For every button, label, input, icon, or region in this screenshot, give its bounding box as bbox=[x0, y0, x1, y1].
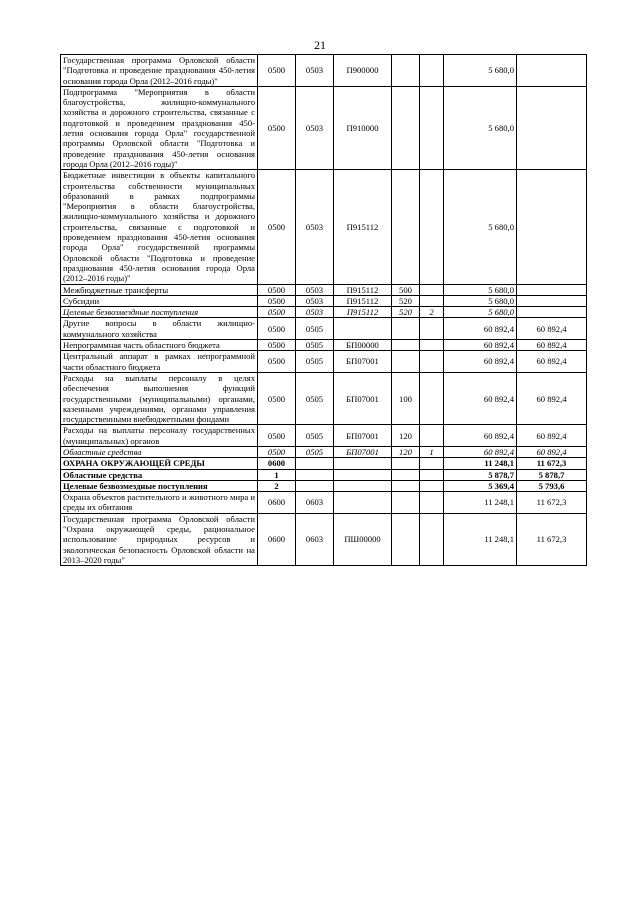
target-article-cell: БП07001 bbox=[334, 372, 392, 424]
amount-year1-cell: 5 680,0 bbox=[444, 170, 517, 284]
amount-year1-cell: 11 248,1 bbox=[444, 492, 517, 514]
amount-year2-cell: 60 892,4 bbox=[517, 372, 587, 424]
amount-year1-cell: 60 892,4 bbox=[444, 340, 517, 351]
section-code-cell: 0600 bbox=[258, 513, 296, 565]
table-row bbox=[61, 307, 587, 318]
item-name-cell: Расходы на выплаты персоналу государственных (муниципальных) органов bbox=[61, 425, 258, 447]
subsection-code-cell: 0505 bbox=[296, 340, 334, 351]
item-name-cell: Расходы на выплаты персоналу в целях обеспечения выполнения функций государственными (муниципальными) органами, казенными учреждениями, органами управления государственными внебюджетными фондами bbox=[61, 372, 258, 424]
expense-type-cell bbox=[392, 318, 420, 340]
amount-year2-cell bbox=[517, 55, 587, 87]
subsection-code-cell: 0503 bbox=[296, 170, 334, 284]
expense-type-cell: 500 bbox=[392, 284, 420, 295]
budget-table bbox=[60, 54, 587, 566]
section-code-cell: 0600 bbox=[258, 492, 296, 514]
subsection-code-cell: 0503 bbox=[296, 295, 334, 306]
table-row bbox=[61, 55, 587, 87]
amount-year2-cell: 60 892,4 bbox=[517, 351, 587, 373]
amount-year2-cell: 11 672,3 bbox=[517, 513, 587, 565]
item-name-cell: Центральный аппарат в рамках непрограммной части областного бюджета bbox=[61, 351, 258, 373]
subsection-code-cell: 0503 bbox=[296, 307, 334, 318]
item-name-cell: Подпрограмма "Мероприятия в области благоустройства, жилищно-коммунального хозяйства и дорожного строительства, связанные с подготовкой и проведением празднования 450-летия основания города Орла" государственной программы Орловской области "Подготовка и проведение празднования 450-летия основания города Орла (2012–2016 годы)" bbox=[61, 86, 258, 169]
expense-type-cell bbox=[392, 55, 420, 87]
subsection-code-cell: 0505 bbox=[296, 318, 334, 340]
subsection-code-cell: 0505 bbox=[296, 351, 334, 373]
funding-source-cell bbox=[420, 340, 444, 351]
expense-type-cell: 120 bbox=[392, 446, 420, 457]
item-name-cell: Межбюджетные трансферты bbox=[61, 284, 258, 295]
target-article-cell bbox=[334, 480, 392, 491]
subsection-code-cell bbox=[296, 458, 334, 469]
expense-type-cell bbox=[392, 492, 420, 514]
section-code-cell: 0500 bbox=[258, 425, 296, 447]
target-article-cell bbox=[334, 469, 392, 480]
section-code-cell: 0500 bbox=[258, 307, 296, 318]
table-row bbox=[61, 458, 587, 469]
target-article-cell: П910000 bbox=[334, 86, 392, 169]
subsection-code-cell: 0505 bbox=[296, 425, 334, 447]
target-article-cell: П915112 bbox=[334, 307, 392, 318]
section-code-cell: 2 bbox=[258, 480, 296, 491]
amount-year1-cell: 60 892,4 bbox=[444, 372, 517, 424]
table-row bbox=[61, 513, 587, 565]
amount-year2-cell: 60 892,4 bbox=[517, 340, 587, 351]
amount-year2-cell bbox=[517, 295, 587, 306]
funding-source-cell bbox=[420, 295, 444, 306]
funding-source-cell bbox=[420, 513, 444, 565]
target-article-cell: П915112 bbox=[334, 295, 392, 306]
table-row bbox=[61, 480, 587, 491]
funding-source-cell bbox=[420, 55, 444, 87]
section-code-cell: 0600 bbox=[258, 458, 296, 469]
amount-year2-cell bbox=[517, 170, 587, 284]
item-name-cell: Областные средства bbox=[61, 446, 258, 457]
section-code-cell: 0500 bbox=[258, 318, 296, 340]
funding-source-cell bbox=[420, 469, 444, 480]
expense-type-cell bbox=[392, 340, 420, 351]
target-article-cell bbox=[334, 318, 392, 340]
subsection-code-cell: 0603 bbox=[296, 513, 334, 565]
funding-source-cell: 1 bbox=[420, 446, 444, 457]
funding-source-cell bbox=[420, 480, 444, 491]
amount-year1-cell: 5 680,0 bbox=[444, 295, 517, 306]
amount-year1-cell: 60 892,4 bbox=[444, 425, 517, 447]
table-row bbox=[61, 86, 587, 169]
item-name-cell: Государственная программа Орловской области "Охрана окружающей среды, рациональное использование природных ресурсов и экологическая безопасность Орловской области на 2013–2020 годы" bbox=[61, 513, 258, 565]
table-row bbox=[61, 446, 587, 457]
target-article-cell bbox=[334, 492, 392, 514]
target-article-cell: БП00000 bbox=[334, 340, 392, 351]
funding-source-cell bbox=[420, 458, 444, 469]
item-name-cell: Охрана объектов растительного и животного мира и среды их обитания bbox=[61, 492, 258, 514]
table-row bbox=[61, 170, 587, 284]
amount-year2-cell: 60 892,4 bbox=[517, 425, 587, 447]
expense-type-cell bbox=[392, 86, 420, 169]
item-name-cell: Другие вопросы в области жилищно-коммунального хозяйства bbox=[61, 318, 258, 340]
amount-year2-cell: 5 793,6 bbox=[517, 480, 587, 491]
table-body bbox=[61, 55, 587, 566]
subsection-code-cell: 0505 bbox=[296, 372, 334, 424]
table-row bbox=[61, 318, 587, 340]
funding-source-cell bbox=[420, 425, 444, 447]
target-article-cell: БП07001 bbox=[334, 425, 392, 447]
section-code-cell: 0500 bbox=[258, 86, 296, 169]
amount-year1-cell: 11 248,1 bbox=[444, 513, 517, 565]
item-name-cell: Непрограммная часть областного бюджета bbox=[61, 340, 258, 351]
item-name-cell: Бюджетные инвестиции в объекты капитального строительства собственности муниципальных образований в рамках подпрограммы "Мероприятия в области благоустройства, жилищно-коммунального хозяйства и дорожного строительства, связанные с подготовкой и проведением празднования 450-летия основания города Орла" государственной программы Орловской области "Подготовка и проведение празднования 450-летия основания города Орла (2012–2016 годы)" bbox=[61, 170, 258, 284]
section-code-cell: 0500 bbox=[258, 284, 296, 295]
expense-type-cell: 520 bbox=[392, 307, 420, 318]
item-name-cell: Целевые безвозмездные поступления bbox=[61, 307, 258, 318]
amount-year2-cell bbox=[517, 86, 587, 169]
subsection-code-cell bbox=[296, 480, 334, 491]
target-article-cell: БП07001 bbox=[334, 351, 392, 373]
funding-source-cell bbox=[420, 318, 444, 340]
section-code-cell: 0500 bbox=[258, 372, 296, 424]
subsection-code-cell: 0503 bbox=[296, 55, 334, 87]
funding-source-cell bbox=[420, 170, 444, 284]
amount-year2-cell: 5 878,7 bbox=[517, 469, 587, 480]
amount-year1-cell: 5 369,4 bbox=[444, 480, 517, 491]
table-row bbox=[61, 425, 587, 447]
expense-type-cell bbox=[392, 513, 420, 565]
funding-source-cell bbox=[420, 492, 444, 514]
target-article-cell: П900000 bbox=[334, 55, 392, 87]
item-name-cell: Областные средства bbox=[61, 469, 258, 480]
section-code-cell: 0500 bbox=[258, 295, 296, 306]
section-code-cell: 0500 bbox=[258, 340, 296, 351]
amount-year2-cell: 60 892,4 bbox=[517, 446, 587, 457]
expense-type-cell bbox=[392, 170, 420, 284]
table-row bbox=[61, 295, 587, 306]
item-name-cell: Целевые безвозмездные поступления bbox=[61, 480, 258, 491]
funding-source-cell bbox=[420, 86, 444, 169]
expense-type-cell: 520 bbox=[392, 295, 420, 306]
amount-year1-cell: 5 680,0 bbox=[444, 284, 517, 295]
section-code-cell: 0500 bbox=[258, 55, 296, 87]
subsection-code-cell: 0503 bbox=[296, 86, 334, 169]
funding-source-cell bbox=[420, 351, 444, 373]
amount-year1-cell: 60 892,4 bbox=[444, 351, 517, 373]
amount-year1-cell: 5 680,0 bbox=[444, 307, 517, 318]
table-row bbox=[61, 372, 587, 424]
section-code-cell: 0500 bbox=[258, 170, 296, 284]
target-article-cell bbox=[334, 458, 392, 469]
amount-year1-cell: 5 680,0 bbox=[444, 86, 517, 169]
expense-type-cell bbox=[392, 351, 420, 373]
subsection-code-cell bbox=[296, 469, 334, 480]
item-name-cell: ОХРАНА ОКРУЖАЮЩЕЙ СРЕДЫ bbox=[61, 458, 258, 469]
table-row bbox=[61, 469, 587, 480]
subsection-code-cell: 0603 bbox=[296, 492, 334, 514]
table-row bbox=[61, 340, 587, 351]
target-article-cell: П915112 bbox=[334, 284, 392, 295]
amount-year1-cell: 11 248,1 bbox=[444, 458, 517, 469]
expense-type-cell: 120 bbox=[392, 425, 420, 447]
target-article-cell: ПШ00000 bbox=[334, 513, 392, 565]
expense-type-cell: 100 bbox=[392, 372, 420, 424]
funding-source-cell: 2 bbox=[420, 307, 444, 318]
section-code-cell: 0500 bbox=[258, 446, 296, 457]
amount-year1-cell: 5 878,7 bbox=[444, 469, 517, 480]
amount-year1-cell: 60 892,4 bbox=[444, 318, 517, 340]
amount-year2-cell bbox=[517, 284, 587, 295]
target-article-cell: П915112 bbox=[334, 170, 392, 284]
funding-source-cell bbox=[420, 372, 444, 424]
funding-source-cell bbox=[420, 284, 444, 295]
section-code-cell: 1 bbox=[258, 469, 296, 480]
page-number: 21 bbox=[314, 38, 326, 52]
amount-year2-cell: 11 672,3 bbox=[517, 458, 587, 469]
subsection-code-cell: 0505 bbox=[296, 446, 334, 457]
amount-year2-cell: 60 892,4 bbox=[517, 318, 587, 340]
table-row bbox=[61, 492, 587, 514]
expense-type-cell bbox=[392, 469, 420, 480]
amount-year2-cell: 11 672,3 bbox=[517, 492, 587, 514]
table-row bbox=[61, 351, 587, 373]
expense-type-cell bbox=[392, 480, 420, 491]
target-article-cell: БП07001 bbox=[334, 446, 392, 457]
amount-year1-cell: 60 892,4 bbox=[444, 446, 517, 457]
item-name-cell: Субсидии bbox=[61, 295, 258, 306]
subsection-code-cell: 0503 bbox=[296, 284, 334, 295]
section-code-cell: 0500 bbox=[258, 351, 296, 373]
expense-type-cell bbox=[392, 458, 420, 469]
amount-year2-cell bbox=[517, 307, 587, 318]
item-name-cell: Государственная программа Орловской области "Подготовка и проведение празднования 450-летия основания города Орла (2012–2016 годы)" bbox=[61, 55, 258, 87]
amount-year1-cell: 5 680,0 bbox=[444, 55, 517, 87]
table-row bbox=[61, 284, 587, 295]
